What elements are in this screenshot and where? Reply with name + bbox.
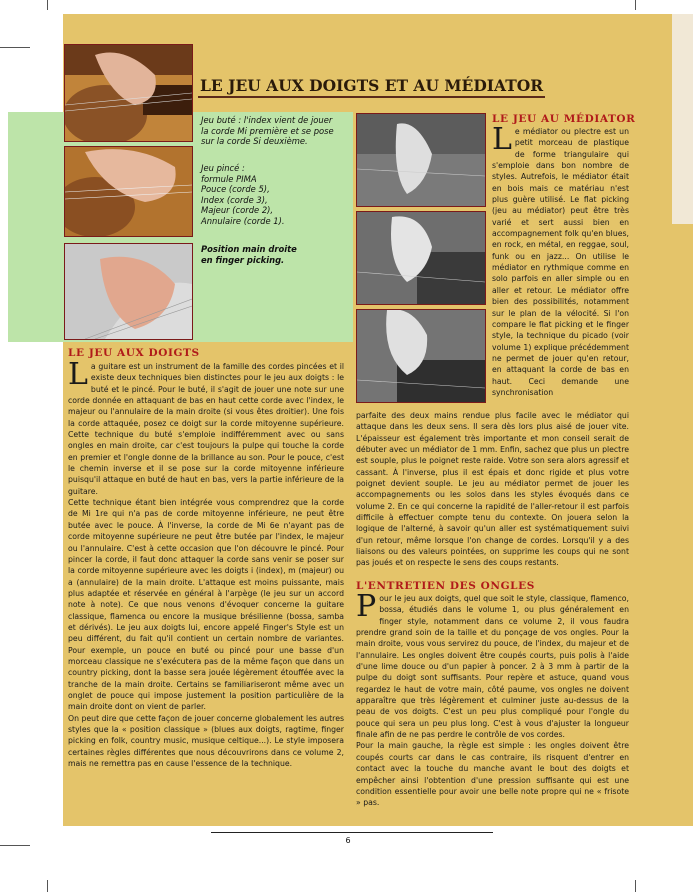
photo-mediator-1 (356, 113, 486, 207)
photo-mediator-2 (356, 211, 486, 305)
section-title-doigts: LE JEU AUX DOIGTS (68, 347, 200, 359)
caption-line: formule PIMA (201, 173, 257, 184)
paragraph: Cette technique étant bien intégrée vous comprendrez que la corde de Mi 1re qui n'a pas de corde mitoyenne inférieure, ne peut être butée avec le pouce. À l'inverse, la corde de Mi 6e n'ayant pas de corde mitoyenne supérieure ne peut être butée par l'index, le majeur ou l'annulaire. C'est à cette occasion que l'on découvre le pincé. Pour pincer la corde, il faut donc attaquer la corde sans venir se poser sur la corde mitoyenne supérieure avec les doigts i (index), m (majeur) ou a (annulaire) de la main droite. L'attaque est moins puissante, mais plus adaptée et réservée en général à l'arpège (le jeu sur un accord note à note). Ce que nous venons d'évoquer concerne la guitare classique, flamenca ou encore la musique brésilienne (bossa, samba et dérivés). Le jeu aux doigts lui, encore appelé Finger's Style est un peu différent, du fait qu'il contient un certain nombre de variantes. Pour exemple, un pouce en buté ou pincé pour une basse d'un morceau classique ne s'exécutera pas de la même façon que dans un country picking, dont la basse sera jouée légèrement étouffée avec la tranche de la main droite. Certains se familiariseront même avec un onglet de pouce qui impose justement la position particulière de la main droite dont on vient de parler. (68, 498, 344, 712)
caption-line: Index (corde 3), (201, 194, 268, 205)
photo-jeu-bute (64, 44, 193, 142)
caption-line: Position main droite (201, 244, 297, 254)
footer-rule (211, 832, 493, 833)
paragraph: a guitare est un instrument de la famille des cordes pincées et il existe deux techniques bien distinctes pour le jeu aux doigts : le buté et le pincé. Pour le buté, il s'agit de jouer une note sur une corde donnée en attaquant de bas en haut cette corde avec l'index, le majeur ou l'annulaire de la main droite (si vous êtes droitier). Une fois la corde attaquée, posez ce doigt sur la corde mitoyenne supérieure. Cette technique du buté s'emploie indifféremment avec ou sans ongles en main droite, car c'est toujours la pulpe qui touche la corde en premier et l'ongle donne de la brillance au son. Pour le pouce, c'est le chemin inverse et il se pose sur la corde mitoyenne inférieure puisqu'il attaque en buté de haut en bas, vers la partie inférieure de la guitare. (68, 362, 344, 496)
paragraph: On peut dire que cette façon de jouer concerne globalement les autres styles que la « position classique » (blues aux doigts, ragtime, finger picking en folk, country music, musique celtique...). Le style imposera certaines règles différentes que nous découvrirons dans ce volume 2, mais ne remettra pas en cause l'essence de la technique. (68, 713, 344, 769)
section-body-mediator-narrow (492, 126, 629, 410)
dropcap: P (356, 593, 377, 624)
title-underline (198, 96, 545, 98)
crop-mark (47, 0, 48, 10)
photo-mediator-3 (356, 309, 486, 403)
photo-jeu-pince (64, 146, 193, 237)
section-body-mediator-wide (356, 410, 629, 580)
section-body-doigts (68, 361, 344, 825)
caption-line: Jeu pincé : (201, 163, 245, 173)
caption-line: en finger picking. (201, 254, 285, 265)
dropcap: L (492, 126, 512, 157)
caption-jeu-bute (201, 115, 351, 147)
paragraph: parfaite des deux mains rendue plus facile avec le médiator qui attaque dans les deux sens. Il sera dès lors plus aisé de jouer vite. L'épaisseur est également très importante et mon conseil serait de débuter avec un médiator de 1 mm. Enfin, sachez que plus un plectre est souple, plus le poignet reste raide. Votre son sera alors agressif et cassant. À l'inverse, plus il est épais et donc rigide et plus votre poignet devient souple. Le jeu au médiator permet de jouer les accompagnements ou les solos dans les styles évoqués dans ce volume 2. En ce qui concerne la rapidité de l'aller-retour il est parfois difficile à effectuer compte tenu du contexte. On jouera selon la logique de l'alterné, à savoir qu'un aller est systématiquement suivi d'un retour, même lorsque l'on change de cordes. Lorsqu'il y a des liaisons ou des valeurs pointées, on supprime les coups qui ne sont pas joués et on respecte le sens des coups restants. (356, 411, 629, 568)
crop-mark (0, 845, 30, 846)
photo-position-main-droite (64, 243, 193, 340)
page-edge (672, 14, 693, 224)
section-body-ongles (356, 593, 629, 827)
caption-line: sur la corde Si deuxième. (201, 136, 308, 147)
paragraph: our le jeu aux doigts, quel que soit le style, classique, flamenco, bossa, étudiés dans le volume 1, ou plus généralement en finger style, notamment dans ce volume 2, il vous faudra prendre grand soin de la taille et du ponçage de vos ongles. Pour la main droite, vous vous servirez du pouce, de l'index, du majeur et de l'annulaire. Les ongles doivent être coupés courts, puis polis à l'aide d'une lime douce ou d'un papier à poncer. 2 à 3 mm à partir de la pulpe du doigt sont suffisants. Pour repère et astuce, quand vous regardez le haut de votre main, côté paume, vos ongles ne doivent apparaître que très légèrement et culminer juste au-dessus de la peau de vos doigts. C'est un peu plus compliqué pour l'ongle du pouce qui sera un peu plus long. C'est à vous d'ajuster la longueur finale afin de ne pas perdre le contrôle de vos cordes. (356, 594, 629, 740)
caption-jeu-pince (201, 163, 351, 227)
crop-mark (635, 0, 636, 10)
crop-mark (47, 880, 48, 892)
page-number: 6 (345, 836, 351, 845)
dropcap: L (68, 361, 88, 392)
section-title-ongles: L'ENTRETIEN DES ONGLES (356, 580, 535, 592)
crop-mark (635, 880, 636, 892)
article-title: LE JEU AUX DOIGTS ET AU MÉDIATOR (200, 76, 544, 95)
caption-line: Annulaire (corde 1). (201, 215, 285, 226)
crop-mark (0, 47, 30, 48)
paragraph: Pour la main gauche, la règle est simple : les ongles doivent être coupés courts car dans le cas contraire, ils risquent d'entrer en contact avec la touche du manche avant le bout des doigts et empêcher ainsi l'obtention d'une pression suffisante qui est une condition essentielle pour avoir une belle note propre qui ne « frisote » pas. (356, 741, 629, 808)
caption-line: la corde Mi première et se pose (201, 125, 334, 136)
section-title-mediator: LE JEU AU MÉDIATOR (492, 113, 636, 125)
caption-position-main-droite (201, 244, 351, 265)
paragraph: e médiator ou plectre est un petit morceau de plastique de forme triangulaire qui s'emploie dans bon nombre de styles. Autrefois, le médiator était en bois mais ce matériau n'est plus guère utilisé. Le flat picking (jeu au médiator) peut être très varié et sert aussi bien en accompagnement folk qu'en blues, en rock, en métal, en reggae, soul, funk ou en jazz... On utilise le médiator en rythmique comme en solo parfois en aller simple ou en aller et retour. Le médiator offre bien des possibilités, notamment sur le plan de la vélocité. Si l'on compare le flat picking et le finger style, la technique du picado (voir volume 1) explique précédemment ne permet de jouer qu'en retour, en attaquant la corde de bas en haut. Ceci demande une synchronisation (492, 127, 629, 397)
caption-line: Jeu buté : l'index vient de jouer (201, 115, 333, 125)
caption-line: Pouce (corde 5), (201, 184, 270, 195)
caption-line: Majeur (corde 2), (201, 205, 274, 216)
